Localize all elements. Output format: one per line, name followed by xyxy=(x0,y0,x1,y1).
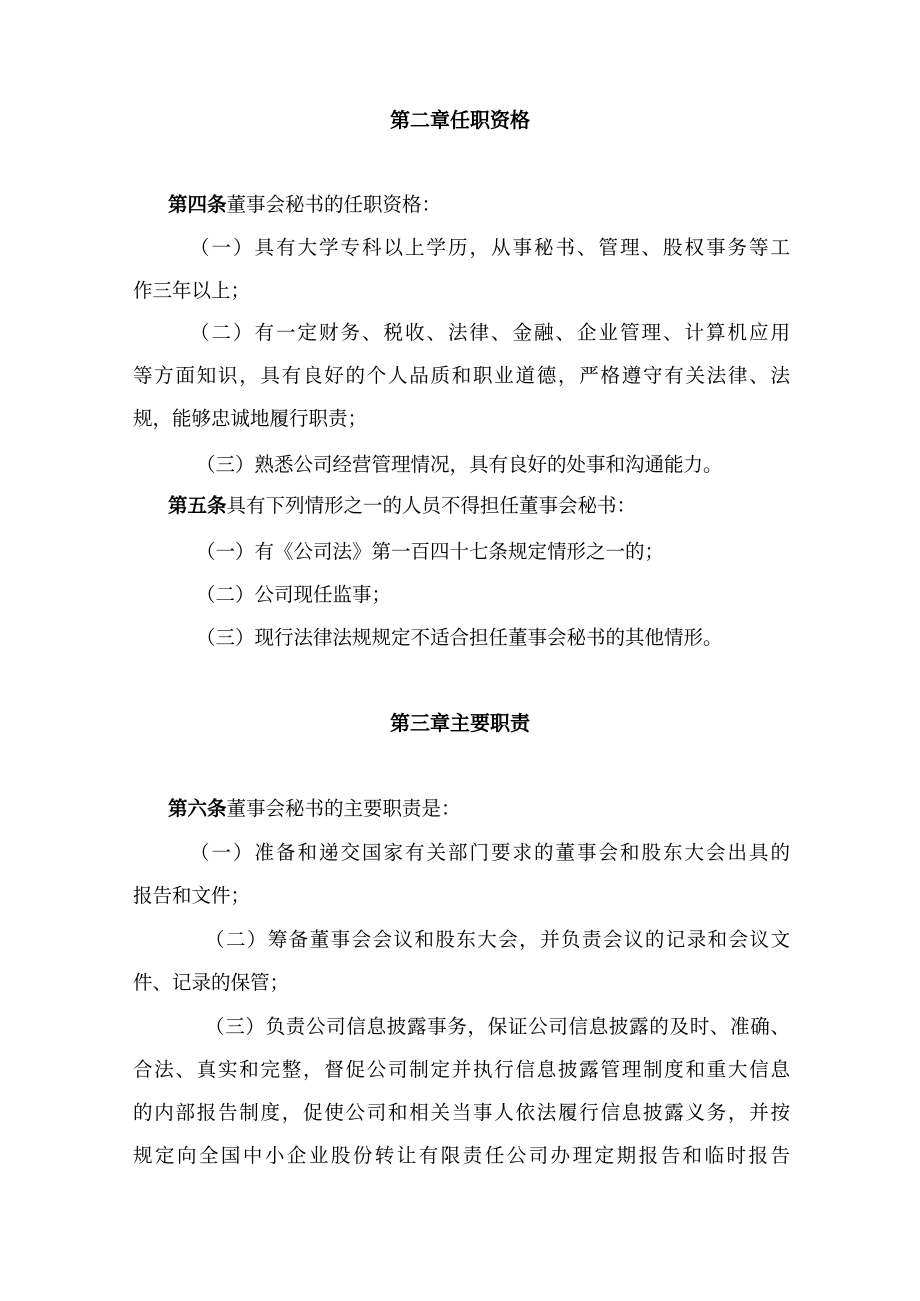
article-6-item-3-line-2: 合法、真实和完整，督促公司制定并执行信息披露管理制度和重大信息 xyxy=(133,1058,790,1081)
article-4-item-3: （三）熟悉公司经营管理情况，具有良好的处事和沟通能力。 xyxy=(196,453,723,476)
chapter-3-title: 第三章主要职责 xyxy=(390,711,530,735)
article-5-text: 具有下列情形之一的人员不得担任董事会秘书： xyxy=(226,494,637,517)
article-4-item-2-line-2: 等方面知识，具有良好的个人品质和职业道德，严格遵守有关法律、法 xyxy=(133,364,790,387)
article-6-item-2-line-1: （二）筹备董事会会议和股东大会，并负责会议的记录和会议文 xyxy=(205,928,790,951)
article-4-item-1-line-1: （一）具有大学专科以上学历，从事秘书、管理、股权事务等工 xyxy=(190,236,790,259)
article-6-item-3-line-3: 的内部报告制度，促使公司和相关当事人依法履行信息披露义务，并按 xyxy=(133,1101,790,1124)
article-4-item-2-line-1: （二）有一定财务、税收、法律、金融、企业管理、计算机应用 xyxy=(190,321,790,344)
article-4-item-1-line-2: 作三年以上； xyxy=(133,279,251,302)
article-6-item-1-line-1: （一）准备和递交国家有关部门要求的董事会和股东大会出具的 xyxy=(190,841,790,864)
article-5-intro xyxy=(168,494,636,518)
article-6-text: 董事会秘书的主要职责是： xyxy=(226,797,461,820)
article-4-item-2-line-3: 规，能够忠诚地履行职责； xyxy=(133,407,368,430)
chapter-2-title: 第二章任职资格 xyxy=(390,108,530,132)
article-4-label: 第四条 xyxy=(168,193,227,216)
article-6-item-2-line-2: 件、记录的保管； xyxy=(133,971,290,994)
article-5-item-1: （一）有《公司法》第一百四十七条规定情形之一的； xyxy=(196,540,665,563)
article-4-intro xyxy=(168,193,441,217)
article-6-intro xyxy=(168,797,461,821)
article-6-item-1-line-2: 报告和文件； xyxy=(133,884,251,907)
article-5-label: 第五条 xyxy=(168,494,227,517)
article-6-label: 第六条 xyxy=(168,797,227,820)
article-5-item-2: （二）公司现任监事； xyxy=(196,583,392,606)
article-6-item-3-line-1: （三）负责公司信息披露事务，保证公司信息披露的及时、准确、 xyxy=(205,1015,790,1038)
article-4-text: 董事会秘书的任职资格： xyxy=(226,193,442,216)
article-5-item-3: （三）现行法律法规规定不适合担任董事会秘书的其他情形。 xyxy=(196,626,723,649)
article-6-item-3-line-4: 规定向全国中小企业股份转让有限责任公司办理定期报告和临时报告 xyxy=(133,1144,790,1167)
